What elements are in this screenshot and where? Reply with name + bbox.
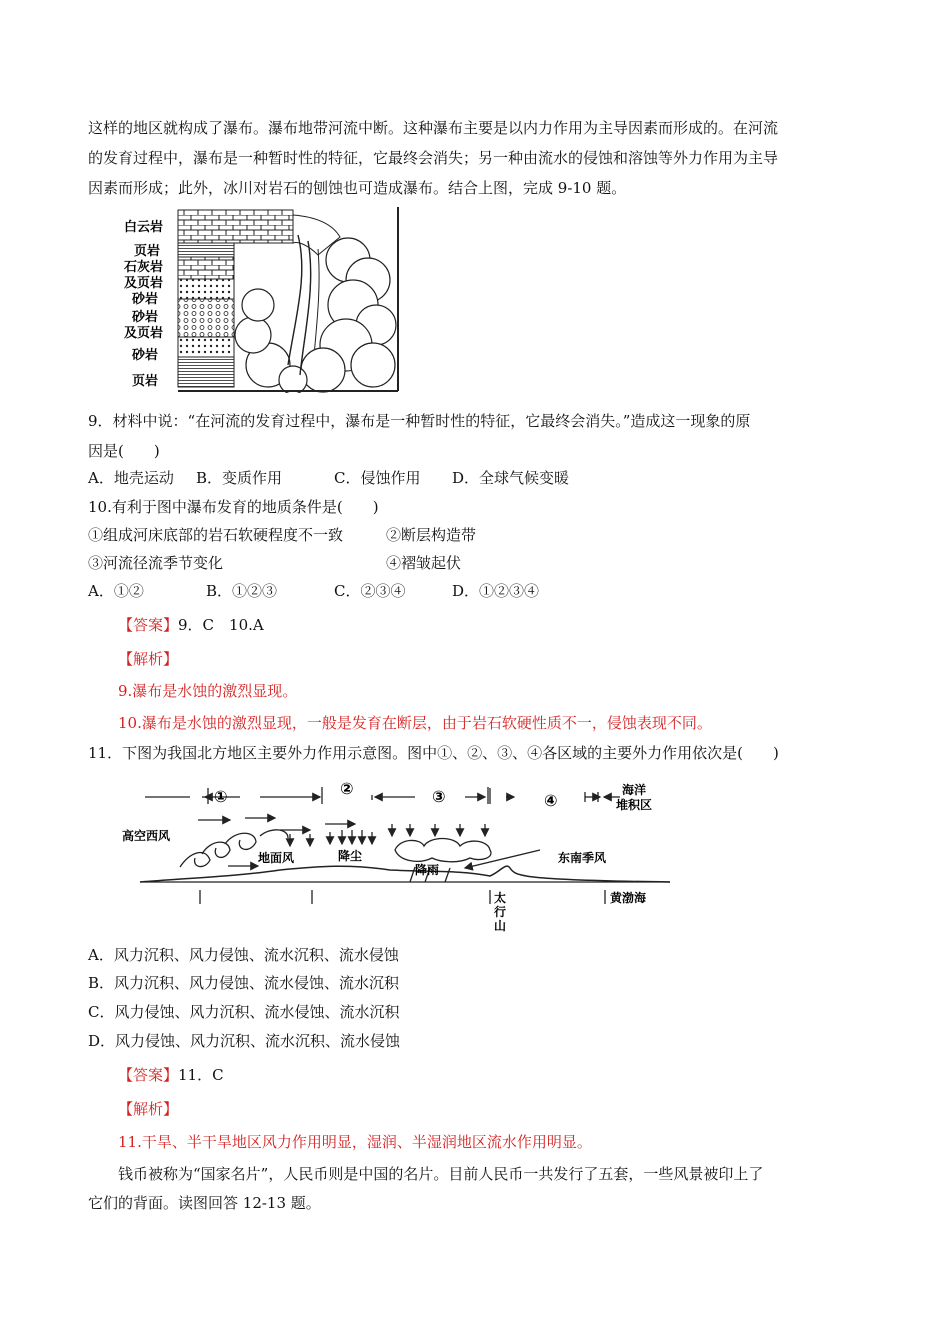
label-sandstone-2: 砂岩 (132, 310, 159, 325)
zone-4-label: ④ (544, 791, 558, 810)
spray-cloud (235, 238, 396, 393)
q9-option-a[interactable]: A．地壳运动 (88, 469, 174, 487)
q10-options (88, 581, 539, 601)
ground-wind-label: 地面风 (258, 851, 295, 865)
q10-option-d[interactable]: D．①②③④ (452, 582, 540, 600)
intro-line-2: 的发育过程中，瀑布是一种暂时性的特征，它最终会消失；另一种由流水的侵蚀和溶蚀等外力作用为主导 (88, 149, 779, 167)
q9-stem-2: 因是( ) (88, 442, 160, 460)
q10-condition-3: ③河流径流季节变化 (88, 554, 224, 572)
answer-9-10 (118, 615, 264, 635)
q11-option-d[interactable]: D．风力侵蚀、风力沉积、流水沉积、流水侵蚀 (88, 1032, 401, 1050)
q11-option-c[interactable]: C．风力侵蚀、风力沉积、流水侵蚀、流水沉积 (88, 1003, 400, 1021)
answer-tag-2: 【答案】 (118, 1066, 179, 1084)
zone-3-label: ③ (432, 787, 446, 806)
zone-1-label: ① (214, 787, 228, 806)
taihang-label-3: 山 (494, 919, 507, 932)
monsoon-label: 东南季风 (558, 851, 607, 865)
label-sandstone: 砂岩 (132, 292, 159, 307)
analysis-tag-2: 【解析】 (118, 1100, 179, 1118)
dolomite-layer (178, 210, 293, 243)
dust-label: 降尘 (338, 849, 363, 863)
label-shale: 页岩 (134, 244, 161, 259)
shale-layer-bottom (178, 357, 234, 387)
intro-line-3: 因素而形成；此外，冰川对岩石的刨蚀也可造成瀑布。结合上图，完成 9-10 题。 (88, 179, 627, 197)
zone-2-label: ② (340, 779, 354, 798)
q11-option-a[interactable]: A．风力沉积、风力侵蚀、流水沉积、流水侵蚀 (88, 946, 399, 964)
label-sandstone-3: 砂岩 (132, 348, 159, 363)
label-dolomite: 白云岩 (124, 220, 164, 235)
label-and-shale: 及页岩 (124, 276, 164, 291)
analysis-9: 9.瀑布是水蚀的激烈显现。 (118, 682, 298, 700)
answer-text-2: 11．C (178, 1066, 224, 1084)
q9-options (88, 468, 569, 488)
q11-option-b[interactable]: B．风力沉积、风力侵蚀、流水侵蚀、流水沉积 (88, 974, 400, 992)
q10-option-b[interactable]: B．①②③ (206, 582, 278, 600)
taihang-label-2: 行 (494, 905, 507, 919)
deposit-zone-label: 堆积区 (616, 798, 653, 812)
external-forces-figure (110, 772, 670, 932)
answer-tag: 【答案】 (118, 616, 179, 634)
q11-stem: 11．下图为我国北方地区主要外力作用示意图。图中①、②、③、④各区域的主要外力作用依次是( ) (88, 744, 779, 762)
answer-text: 9．C 10.A (178, 616, 264, 634)
label-and-shale-2: 及页岩 (124, 326, 164, 341)
q9-stem-1: 9．材料中说：“在河流的发育过程中，瀑布是一种暂时性的特征，它最终会消失。”造成这一现象的原 (88, 412, 751, 430)
ocean-label: 海洋 (622, 783, 647, 797)
label-limestone: 石灰岩 (124, 260, 164, 275)
limestone-shale-layer (178, 257, 234, 279)
q10-conditions-1 (88, 525, 476, 545)
bohai-label: 黄渤海 (610, 891, 647, 905)
outro-line-2: 它们的背面。读图回答 12-13 题。 (88, 1194, 321, 1212)
analysis-10: 10.瀑布是水蚀的激烈显现，一般是发育在断层，由于岩石软硬性质不一，侵蚀表现不同。 (118, 714, 712, 732)
q10-condition-4: ④褶皱起伏 (386, 554, 462, 572)
taihang-label-1: 太 (494, 891, 507, 905)
answer-11 (118, 1065, 224, 1085)
q10-stem: 10.有利于图中瀑布发育的地质条件是( ) (88, 498, 379, 516)
analysis-11: 11.干旱、半干旱地区风力作用明显，湿润、半湿润地区流水作用明显。 (118, 1133, 592, 1151)
westerly-label: 高空西风 (122, 829, 171, 843)
intro-line-1: 这样的地区就构成了瀑布。瀑布地带河流中断。这种瀑布主要是以内力作用为主导因素而形成的。在河流 (88, 119, 779, 137)
rain-label: 降雨 (415, 863, 440, 877)
label-shale-bottom: 页岩 (132, 374, 159, 389)
sandstone-layer (178, 279, 234, 299)
sandstone-layer-2 (178, 337, 234, 357)
outro-line-1: 钱币被称为“国家名片”，人民币则是中国的名片。目前人民币一共发行了五套，一些风景被印上了 (118, 1165, 764, 1183)
sandstone-shale-layer (178, 299, 234, 337)
analysis-tag: 【解析】 (118, 650, 179, 668)
q9-option-b[interactable]: B．变质作用 (196, 469, 283, 487)
q10-condition-2: ②断层构造带 (386, 526, 477, 544)
q9-option-c[interactable]: C．侵蚀作用 (334, 469, 421, 487)
shale-layer (178, 243, 234, 257)
q10-conditions-2 (88, 553, 461, 573)
q10-condition-1: ①组成河床底部的岩石软硬程度不一致 (88, 526, 344, 544)
q10-option-a[interactable]: A．①② (88, 582, 144, 600)
q10-option-c[interactable]: C．②③④ (334, 582, 406, 600)
q9-option-d[interactable]: D．全球气候变暖 (452, 469, 570, 487)
waterfall-strata-figure (118, 205, 408, 393)
